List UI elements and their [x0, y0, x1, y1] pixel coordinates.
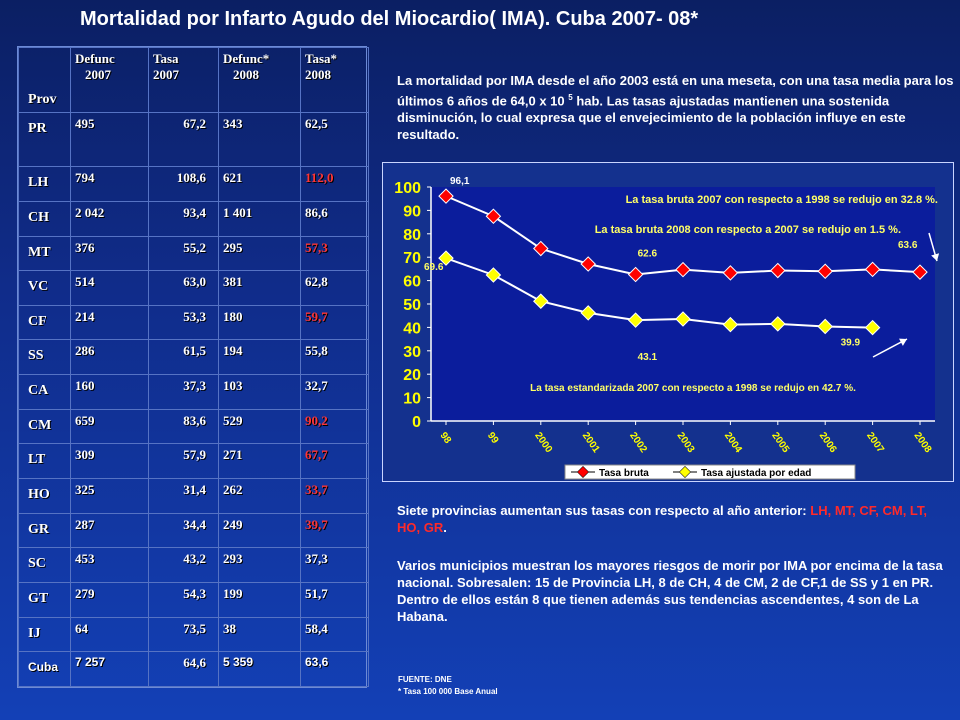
x-tick-label: 2006 [816, 430, 839, 455]
table-row [19, 201, 369, 236]
row-tasa-2008: 37,3 [301, 548, 369, 583]
row-prov: HO [19, 478, 71, 513]
row-defunc-2008: 381 [219, 271, 301, 306]
row-tasa-2007: 61,5 [149, 340, 219, 375]
siete-text: Siete provincias aumentan sus tasas con respecto al año anterior: [397, 503, 811, 518]
row-defunc-2008: 180 [219, 305, 301, 340]
row-defunc-2008: 529 [219, 409, 301, 444]
row-defunc-2008: 194 [219, 340, 301, 375]
header-defunc-2008-label: Defunc* [223, 51, 270, 66]
row-defunc-2008: 5 359 [219, 652, 301, 687]
row-defunc-2008: 199 [219, 582, 301, 617]
row-tasa-2008: 55,8 [301, 340, 369, 375]
row-defunc-2008: 262 [219, 478, 301, 513]
data-label: 69.6 [424, 262, 444, 274]
intro-text-2: hab. Las tasas ajustadas mantienen una sostenida disminución, lo cual expresa que el envejecimiento de la población influye en este resultado. [397, 93, 906, 143]
table-row [19, 236, 369, 271]
x-tick-label: 2004 [721, 430, 744, 455]
row-prov: SS [19, 340, 71, 375]
row-tasa-2008: 86,6 [301, 201, 369, 236]
data-label: 63.6 [898, 240, 918, 252]
row-tasa-2007: 83,6 [149, 409, 219, 444]
data-label: 43.1 [637, 352, 658, 364]
siete-provinces-list: LH, MT, CF, CM, LT, HO, GR [397, 503, 928, 535]
annotation: La tasa estandarizada 2007 con respecto a 1998 se redujo en 42.7 %. [530, 383, 856, 394]
row-tasa-2008: 63,6 [301, 652, 369, 687]
y-tick-label: 60 [403, 273, 421, 291]
row-prov: CF [19, 305, 71, 340]
mortality-line-chart [382, 162, 954, 482]
source-note [398, 674, 498, 698]
row-defunc-2008: 1 401 [219, 201, 301, 236]
table-row [19, 375, 369, 410]
row-tasa-2008: 59,7 [301, 305, 369, 340]
y-tick-label: 80 [403, 226, 421, 244]
row-prov: Cuba [19, 652, 71, 687]
header-prov: Prov [19, 48, 71, 113]
row-tasa-2007: 64,6 [149, 652, 219, 687]
row-prov: SC [19, 548, 71, 583]
y-tick-label: 70 [403, 250, 421, 268]
y-tick-label: 0 [412, 414, 421, 431]
row-tasa-2007: 67,2 [149, 113, 219, 167]
table-row [19, 582, 369, 617]
x-tick-label: 2003 [674, 430, 697, 455]
row-defunc-2007: 7 257 [71, 652, 149, 687]
siete-provincias-paragraph [397, 502, 945, 536]
row-tasa-2008: 39,7 [301, 513, 369, 548]
intro-text: La mortalidad por IMA desde el año 2003 está en una meseta, con una tasa media para los últimos 6 años de 64,0 x 10 [397, 73, 954, 109]
row-tasa-2007: 34,4 [149, 513, 219, 548]
row-defunc-2008: 621 [219, 167, 301, 202]
row-defunc-2007: 309 [71, 444, 149, 479]
y-tick-label: 50 [403, 297, 421, 314]
row-tasa-2008: 62,8 [301, 271, 369, 306]
row-defunc-2008: 293 [219, 548, 301, 583]
table-row [19, 409, 369, 444]
header-tasa-2008-year: 2008 [305, 67, 331, 82]
mortality-table [17, 46, 367, 688]
row-tasa-2007: 31,4 [149, 478, 219, 513]
row-prov: CH [19, 201, 71, 236]
y-tick-label: 30 [403, 343, 421, 361]
row-tasa-2008: 57,3 [301, 236, 369, 271]
annotation: La tasa bruta 2008 con respecto a 2007 se redujo en 1.5 %. [594, 224, 901, 236]
row-tasa-2008: 67,7 [301, 444, 369, 479]
row-defunc-2007: 495 [71, 113, 149, 167]
y-tick-label: 20 [403, 367, 421, 385]
header-tasa-2007-year: 2007 [153, 67, 179, 82]
row-defunc-2007: 453 [71, 548, 149, 583]
x-tick-label: 2007 [864, 430, 886, 455]
row-defunc-2007: 659 [71, 409, 149, 444]
table-row [19, 167, 369, 202]
footnote-line: * Tasa 100 000 Base Anual [398, 687, 498, 696]
legend-label-tasa-ajustada: Tasa ajustada por edad [701, 468, 812, 479]
y-tick-label: 100 [394, 180, 421, 197]
row-tasa-2007: 73,5 [149, 617, 219, 652]
row-defunc-2007: 279 [71, 582, 149, 617]
header-defunc-2007-year: 2007 [85, 67, 111, 82]
row-defunc-2008: 271 [219, 444, 301, 479]
table-row [19, 617, 369, 652]
row-tasa-2007: 63,0 [149, 271, 219, 306]
header-tasa-2008 [301, 48, 369, 113]
x-tick-label: 2002 [627, 430, 649, 455]
row-defunc-2008: 343 [219, 113, 301, 167]
row-prov: LT [19, 444, 71, 479]
data-label: 96,1 [450, 176, 470, 188]
row-prov: VC [19, 271, 71, 306]
row-defunc-2007: 64 [71, 617, 149, 652]
row-tasa-2007: 43,2 [149, 548, 219, 583]
header-defunc-2008 [219, 48, 301, 113]
header-tasa-2007-label: Tasa [153, 51, 179, 66]
y-tick-label: 10 [403, 390, 421, 408]
row-prov: GR [19, 513, 71, 548]
data-label: 39.9 [840, 337, 861, 349]
x-tick-label: 2000 [532, 430, 555, 455]
page-title: Mortalidad por Infarto Agudo del Miocardio( IMA). Cuba 2007- 08* [80, 8, 699, 30]
intro-superscript: 5 [568, 93, 573, 102]
row-defunc-2007: 287 [71, 513, 149, 548]
data-label: 62.6 [637, 248, 658, 260]
y-tick-label: 40 [403, 320, 421, 338]
row-defunc-2007: 514 [71, 271, 149, 306]
table-row [19, 271, 369, 306]
varios-municipios-paragraph: Varios municipios muestran los mayores riesgos de morir por IMA por encima de la tasa nacional. Sobresalen: 15 de Provincia LH, 8 de CH, 4 de CM, 2 de CF,1 de SS y 1 en PR. Dentro de ellos están 8 que tienen además sus tendencias ascendentes, 4 son de La Habana. [397, 558, 943, 624]
row-prov: GT [19, 582, 71, 617]
header-tasa-2008-label: Tasa* [305, 51, 338, 66]
row-tasa-2008: 51,7 [301, 582, 369, 617]
row-defunc-2008: 103 [219, 375, 301, 410]
row-defunc-2007: 794 [71, 167, 149, 202]
row-defunc-2008: 295 [219, 236, 301, 271]
x-tick-label: 2005 [769, 430, 792, 455]
x-tick-label: 98 [437, 430, 453, 446]
row-defunc-2007: 325 [71, 478, 149, 513]
source-line: FUENTE: DNE [398, 675, 452, 684]
row-defunc-2007: 214 [71, 305, 149, 340]
chart-svg [383, 163, 953, 481]
row-prov: MT [19, 236, 71, 271]
row-tasa-2007: 57,9 [149, 444, 219, 479]
x-tick-label: 99 [484, 430, 501, 446]
row-prov: IJ [19, 617, 71, 652]
y-tick-label: 90 [403, 203, 421, 221]
legend-label-tasa-bruta: Tasa bruta [599, 468, 649, 479]
table-row [19, 113, 369, 167]
table-row [19, 444, 369, 479]
row-defunc-2007: 160 [71, 375, 149, 410]
table-row [19, 340, 369, 375]
row-tasa-2008: 90,2 [301, 409, 369, 444]
row-prov: PR [19, 113, 71, 167]
table-row [19, 548, 369, 583]
intro-paragraph [397, 72, 957, 143]
table-row [19, 305, 369, 340]
row-defunc-2008: 249 [219, 513, 301, 548]
header-tasa-2007 [149, 48, 219, 113]
row-tasa-2007: 37,3 [149, 375, 219, 410]
table-row [19, 478, 369, 513]
row-tasa-2008: 112,0 [301, 167, 369, 202]
row-tasa-2008: 58,4 [301, 617, 369, 652]
row-defunc-2007: 286 [71, 340, 149, 375]
annotation: La tasa bruta 2007 con respecto a 1998 se redujo en 32.8 %. [625, 194, 938, 206]
table-row [19, 513, 369, 548]
x-tick-label: 2008 [911, 430, 934, 455]
row-defunc-2007: 376 [71, 236, 149, 271]
row-tasa-2007: 53,3 [149, 305, 219, 340]
row-prov: LH [19, 167, 71, 202]
row-tasa-2007: 54,3 [149, 582, 219, 617]
header-defunc-2007 [71, 48, 149, 113]
row-defunc-2008: 38 [219, 617, 301, 652]
row-tasa-2007: 55,2 [149, 236, 219, 271]
row-tasa-2007: 93,4 [149, 201, 219, 236]
row-tasa-2008: 33,7 [301, 478, 369, 513]
x-tick-label: 2001 [579, 430, 602, 455]
table-row [19, 652, 369, 687]
row-prov: CM [19, 409, 71, 444]
row-defunc-2007: 2 042 [71, 201, 149, 236]
row-prov: CA [19, 375, 71, 410]
row-tasa-2008: 32,7 [301, 375, 369, 410]
header-defunc-2007-label: Defunc [75, 51, 115, 66]
row-tasa-2007: 108,6 [149, 167, 219, 202]
siete-end: . [443, 520, 447, 535]
row-tasa-2008: 62,5 [301, 113, 369, 167]
table-header-row [19, 48, 369, 113]
header-defunc-2008-year: 2008 [233, 67, 259, 82]
